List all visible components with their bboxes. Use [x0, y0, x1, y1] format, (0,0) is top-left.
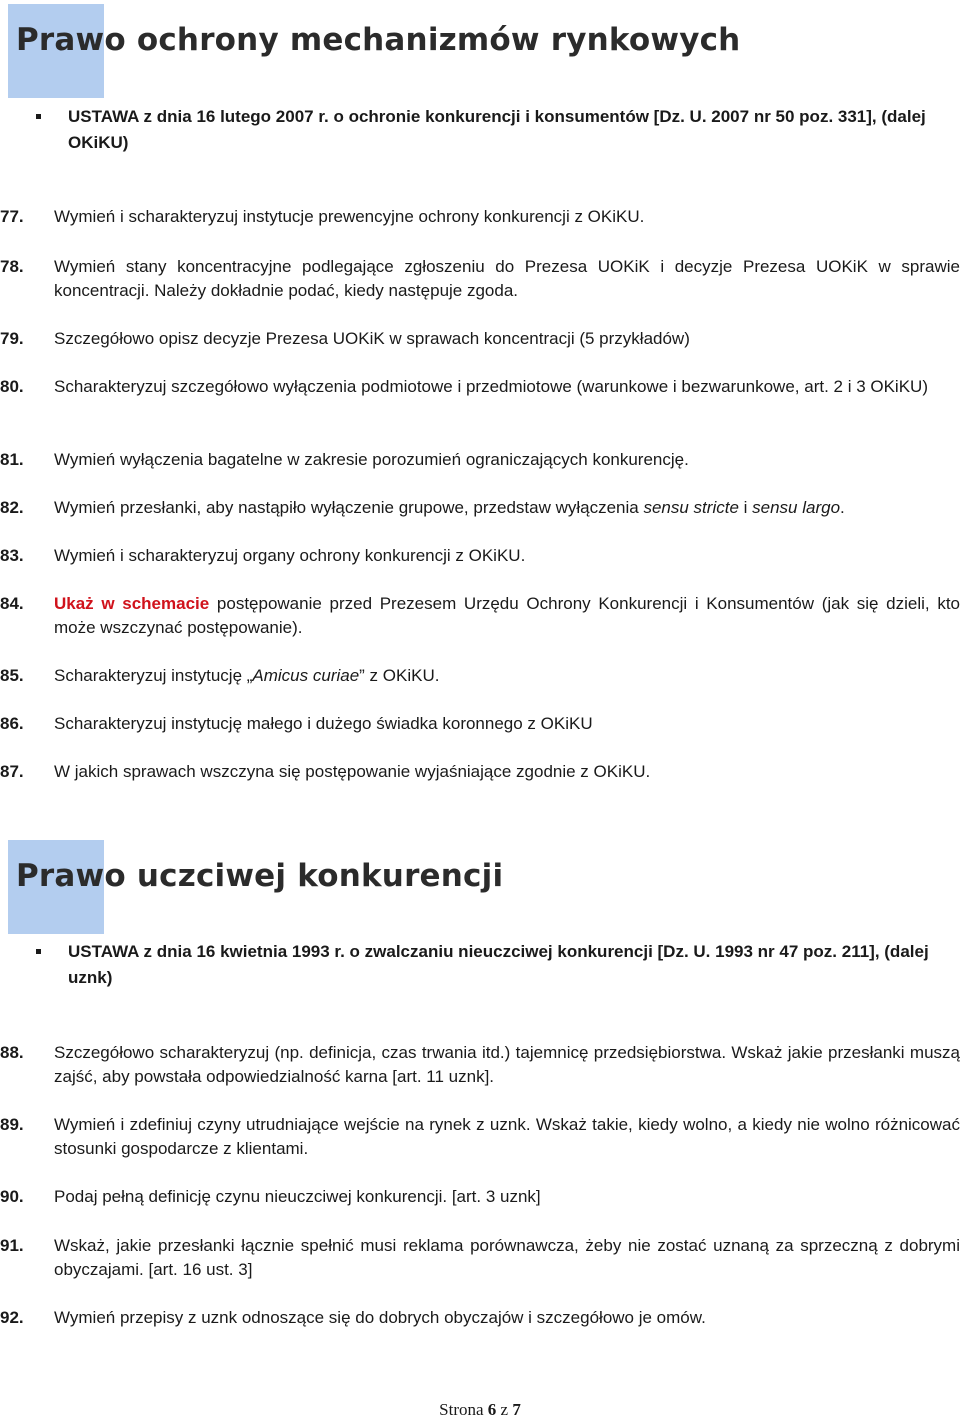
question-80 [0, 375, 960, 399]
section-heading-2 [8, 840, 908, 934]
question-number: 85. [0, 666, 24, 685]
question-number: 79. [0, 329, 24, 348]
question-text-part: . [840, 498, 845, 517]
question-text-part: ” z OKiKU. [359, 666, 440, 685]
question-text: Scharakteryzuj instytucję małego i dużego świadka koronnego z OKiKU [54, 714, 593, 733]
question-text: Wymień i zdefiniuj czyny utrudniające wejście na rynek z uznk. Wskaż takie, kiedy wolno, a kiedy nie wolno różnicować stosunki gospodarcze z klientami. [54, 1115, 960, 1158]
question-text [54, 664, 960, 688]
footer-separator: z [496, 1400, 513, 1419]
act-text: USTAWA z dnia 16 lutego 2007 r. o ochronie konkurencji i konsumentów [Dz. U. 2007 nr 50 poz. 331], (dalej OKiKU) [68, 107, 926, 152]
question-text: Wymień wyłączenia bagatelne w zakresie porozumień ograniczających konkurencję. [54, 450, 689, 469]
question-number: 84. [0, 594, 24, 613]
question-87 [0, 760, 960, 784]
bullet-icon [36, 114, 41, 119]
question-text [54, 496, 960, 520]
latin-term: sensu largo [752, 498, 841, 517]
question-text: Wymień i scharakteryzuj organy ochrony konkurencji z OKiKU. [54, 546, 526, 565]
question-number: 77. [0, 207, 24, 226]
question-84 [0, 592, 960, 640]
question-text-part: Scharakteryzuj instytucję „ [54, 666, 253, 685]
question-text: Szczegółowo scharakteryzuj (np. definicja, czas trwania itd.) tajemnicę przedsiębiorstwa. Wskaż jakie przesłanki muszą zajść, aby powstała odpowiedzialność karna [art. 11 uznk]. [54, 1043, 960, 1086]
question-text [54, 592, 960, 640]
bullet-icon [36, 949, 41, 954]
question-number: 78. [0, 257, 24, 276]
act-citation [36, 939, 960, 991]
latin-term: Amicus curiae [252, 666, 360, 685]
question-text: Wskaż, jakie przesłanki łącznie spełnić musi reklama porównawcza, żeby nie zostać uznaną za sprzeczną z dobrymi obyczajami. [art. 16 ust. 3] [54, 1236, 960, 1279]
highlighted-instruction: Ukaż w schemacie [54, 594, 210, 613]
question-82 [0, 496, 960, 520]
question-number: 80. [0, 377, 24, 396]
question-number: 92. [0, 1308, 24, 1327]
section-title: Prawo uczciwej konkurencji [16, 858, 504, 894]
question-number: 81. [0, 450, 24, 469]
question-89 [0, 1113, 960, 1161]
question-88 [0, 1041, 960, 1089]
question-78 [0, 255, 960, 303]
section-title: Prawo ochrony mechanizmów rynkowych [16, 22, 741, 58]
question-number: 83. [0, 546, 24, 565]
question-text: W jakich sprawach wszczyna się postępowanie wyjaśniające zgodnie z OKiKU. [54, 762, 651, 781]
question-number: 90. [0, 1187, 24, 1206]
question-text-part: i [738, 498, 753, 517]
footer-prefix: Strona [439, 1400, 488, 1419]
question-number: 88. [0, 1043, 24, 1062]
question-85 [0, 664, 960, 688]
question-number: 82. [0, 498, 24, 517]
act-citation [36, 104, 960, 156]
question-number: 89. [0, 1115, 24, 1134]
question-text-part: Wymień przesłanki, aby nastąpiło wyłączenie grupowe, przedstaw wyłączenia [54, 498, 644, 517]
question-number: 86. [0, 714, 24, 733]
question-92 [0, 1306, 960, 1330]
question-text: Scharakteryzuj szczegółowo wyłączenia podmiotowe i przedmiotowe (warunkowe i bezwarunkowe, art. 2 i 3 OKiKU) [54, 377, 928, 396]
total-pages: 7 [512, 1400, 521, 1419]
question-text-part: postępowanie przed Prezesem Urzędu Ochrony Konkurencji i Konsumentów (jak się dzieli, kto może wszczynać postępowanie). [54, 594, 960, 637]
latin-term: sensu stricte [643, 498, 739, 517]
section-heading-1 [8, 4, 908, 98]
question-79 [0, 327, 960, 351]
question-86 [0, 712, 960, 736]
current-page-number: 6 [487, 1400, 497, 1419]
page-footer [0, 1400, 960, 1420]
question-number: 87. [0, 762, 24, 781]
question-81 [0, 448, 960, 472]
question-text: Podaj pełną definicję czynu nieuczciwej konkurencji. [art. 3 uznk] [54, 1187, 541, 1206]
question-77 [0, 205, 960, 229]
question-83 [0, 544, 960, 568]
question-number: 91. [0, 1236, 24, 1255]
question-text: Wymień i scharakteryzuj instytucje prewencyjne ochrony konkurencji z OKiKU. [54, 207, 645, 226]
question-text: Szczegółowo opisz decyzje Prezesa UOKiK w sprawach koncentracji (5 przykładów) [54, 329, 690, 348]
act-text: USTAWA z dnia 16 kwietnia 1993 r. o zwalczaniu nieuczciwej konkurencji [Dz. U. 1993 nr 47 poz. 211], (dalej uznk) [68, 942, 929, 987]
question-text: Wymień przepisy z uznk odnoszące się do dobrych obyczajów i szczegółowo je omów. [54, 1308, 706, 1327]
question-91 [0, 1234, 960, 1282]
question-90 [0, 1185, 960, 1209]
question-text: Wymień stany koncentracyjne podlegające zgłoszeniu do Prezesa UOKiK i decyzje Prezesa UOKiK w sprawie koncentracji. Należy dokładnie podać, kiedy następuje zgoda. [54, 257, 960, 300]
